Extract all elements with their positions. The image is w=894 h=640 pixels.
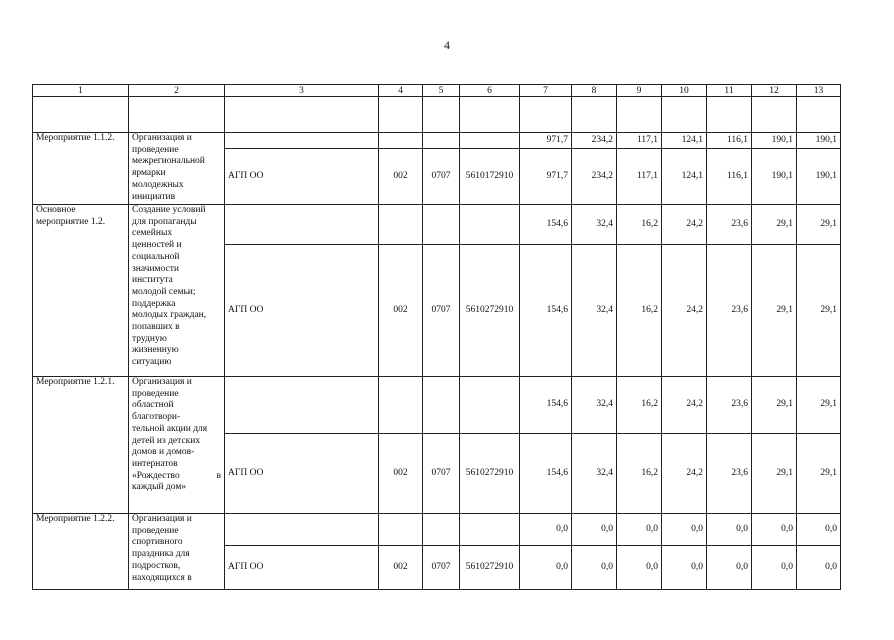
empty-cell bbox=[379, 205, 423, 245]
description-line: попавших в bbox=[132, 322, 180, 333]
empty-cell bbox=[379, 377, 423, 434]
description-line: молодых граждан, bbox=[132, 310, 207, 321]
empty-cell bbox=[752, 97, 797, 133]
empty-cell bbox=[423, 205, 460, 245]
description-line: молодежных bbox=[132, 179, 184, 190]
description-line: областной bbox=[132, 400, 174, 411]
description-line: детей из детских bbox=[132, 435, 201, 446]
description-line: трудную bbox=[132, 333, 167, 344]
description-line: для пропаганды bbox=[132, 216, 197, 227]
empty-cell bbox=[617, 97, 662, 133]
description-line: проведение bbox=[132, 144, 179, 155]
value-cell: 234,2 bbox=[572, 149, 617, 205]
value-cell: 971,7 bbox=[520, 149, 572, 205]
empty-cell bbox=[662, 97, 707, 133]
empty-cell bbox=[129, 97, 225, 133]
value-cell: 16,2 bbox=[617, 245, 662, 377]
description-line: Организация и bbox=[132, 377, 192, 387]
value-cell: 29,1 bbox=[797, 205, 841, 245]
item-cell: Мероприятие 1.2.2. bbox=[33, 514, 129, 590]
value-cell: 32,4 bbox=[572, 205, 617, 245]
value-cell: 32,4 bbox=[572, 434, 617, 514]
empty-cell bbox=[423, 514, 460, 546]
value-cell: 16,2 bbox=[617, 205, 662, 245]
empty-cell bbox=[423, 377, 460, 434]
org-cell: АГП ОО bbox=[225, 245, 379, 377]
value-cell: 154,6 bbox=[520, 245, 572, 377]
value-cell: 23,6 bbox=[707, 434, 752, 514]
table-row bbox=[33, 133, 841, 149]
description-cell bbox=[129, 514, 225, 590]
empty-cell bbox=[707, 97, 752, 133]
header-cell: 9 bbox=[617, 85, 662, 97]
value-cell: 0,0 bbox=[520, 514, 572, 546]
empty-cell bbox=[225, 205, 379, 245]
description-line: Создание условий bbox=[132, 205, 206, 215]
value-cell: 32,4 bbox=[572, 377, 617, 434]
value-cell: 116,1 bbox=[707, 133, 752, 149]
description-line: поддержка bbox=[132, 298, 176, 309]
description-cell bbox=[129, 133, 225, 205]
value-cell: 116,1 bbox=[707, 149, 752, 205]
empty-cell bbox=[225, 514, 379, 546]
description-line: «Рождество в bbox=[132, 470, 221, 481]
description-line: ярмарки bbox=[132, 168, 166, 179]
value-cell: 24,2 bbox=[662, 245, 707, 377]
description-line: интернатов bbox=[132, 458, 178, 469]
value-cell: 16,2 bbox=[617, 377, 662, 434]
description-line: социальной bbox=[132, 251, 180, 262]
value-cell: 0,0 bbox=[707, 546, 752, 590]
empty-cell bbox=[423, 133, 460, 149]
value-cell: 24,2 bbox=[662, 434, 707, 514]
header-cell: 2 bbox=[129, 85, 225, 97]
empty-cell bbox=[572, 97, 617, 133]
empty-cell bbox=[460, 514, 520, 546]
description-cell bbox=[129, 377, 225, 514]
item-cell: Мероприятие 1.1.2. bbox=[33, 133, 129, 205]
header-cell: 7 bbox=[520, 85, 572, 97]
code-cell: 5610172910 bbox=[460, 149, 520, 205]
header-cell: 11 bbox=[707, 85, 752, 97]
value-cell: 29,1 bbox=[797, 245, 841, 377]
header-cell: 1 bbox=[33, 85, 129, 97]
description-line: инициатив bbox=[132, 191, 176, 202]
description-line: межрегиональной bbox=[132, 156, 205, 167]
description-line: семейных bbox=[132, 228, 173, 239]
empty-cell bbox=[379, 133, 423, 149]
code-cell: 5610272910 bbox=[460, 245, 520, 377]
value-cell: 29,1 bbox=[752, 205, 797, 245]
empty-cell bbox=[379, 514, 423, 546]
value-cell: 0,0 bbox=[617, 546, 662, 590]
value-cell: 16,2 bbox=[617, 434, 662, 514]
description-line: каждый дом» bbox=[132, 482, 187, 493]
code-cell: 002 bbox=[379, 245, 423, 377]
empty-cell bbox=[460, 97, 520, 133]
header-cell: 13 bbox=[797, 85, 841, 97]
value-cell: 29,1 bbox=[797, 377, 841, 434]
value-cell: 0,0 bbox=[752, 514, 797, 546]
code-cell: 0707 bbox=[423, 245, 460, 377]
header-cell: 3 bbox=[225, 85, 379, 97]
code-cell: 002 bbox=[379, 546, 423, 590]
empty-cell bbox=[460, 205, 520, 245]
budget-table bbox=[32, 84, 841, 590]
page-number: 4 bbox=[444, 38, 450, 52]
value-cell: 190,1 bbox=[752, 133, 797, 149]
empty-cell bbox=[520, 97, 572, 133]
value-cell: 0,0 bbox=[752, 546, 797, 590]
header-cell: 10 bbox=[662, 85, 707, 97]
value-cell: 29,1 bbox=[752, 245, 797, 377]
description-line: проведение bbox=[132, 525, 179, 536]
empty-cell bbox=[225, 97, 379, 133]
empty-cell bbox=[423, 97, 460, 133]
description-cell bbox=[129, 205, 225, 377]
description-line: молодой семьи; bbox=[132, 286, 196, 297]
value-cell: 0,0 bbox=[662, 514, 707, 546]
empty-row bbox=[33, 97, 841, 133]
value-cell: 971,7 bbox=[520, 133, 572, 149]
value-cell: 23,6 bbox=[707, 245, 752, 377]
description-line: Организация и bbox=[132, 514, 192, 524]
item-cell: Мероприятие 1.2.1. bbox=[33, 377, 129, 514]
table-row bbox=[33, 514, 841, 546]
code-cell: 5610272910 bbox=[460, 546, 520, 590]
description-line: ситуацию bbox=[132, 357, 172, 368]
org-cell: АГП ОО bbox=[225, 546, 379, 590]
value-cell: 154,6 bbox=[520, 377, 572, 434]
value-cell: 117,1 bbox=[617, 133, 662, 149]
description-line: тельной акции для bbox=[132, 423, 208, 434]
value-cell: 0,0 bbox=[797, 546, 841, 590]
value-cell: 124,1 bbox=[662, 149, 707, 205]
header-cell: 12 bbox=[752, 85, 797, 97]
empty-cell bbox=[379, 97, 423, 133]
value-cell: 190,1 bbox=[797, 133, 841, 149]
value-cell: 0,0 bbox=[662, 546, 707, 590]
empty-cell bbox=[460, 377, 520, 434]
description-line: проведение bbox=[132, 388, 179, 399]
value-cell: 124,1 bbox=[662, 133, 707, 149]
empty-cell bbox=[225, 133, 379, 149]
value-cell: 154,6 bbox=[520, 434, 572, 514]
item-cell: Основное мероприятие 1.2. bbox=[33, 205, 129, 377]
code-cell: 002 bbox=[379, 434, 423, 514]
description-line: института bbox=[132, 275, 173, 286]
value-cell: 0,0 bbox=[572, 514, 617, 546]
value-cell: 0,0 bbox=[572, 546, 617, 590]
header-cell: 6 bbox=[460, 85, 520, 97]
value-cell: 29,1 bbox=[752, 377, 797, 434]
value-cell: 117,1 bbox=[617, 149, 662, 205]
table-row bbox=[33, 377, 841, 434]
value-cell: 190,1 bbox=[752, 149, 797, 205]
org-cell: АГП ОО bbox=[225, 149, 379, 205]
header-cell: 8 bbox=[572, 85, 617, 97]
value-cell: 23,6 bbox=[707, 377, 752, 434]
empty-cell bbox=[33, 97, 129, 133]
value-cell: 0,0 bbox=[797, 514, 841, 546]
org-cell: АГП ОО bbox=[225, 434, 379, 514]
value-cell: 234,2 bbox=[572, 133, 617, 149]
code-cell: 5610272910 bbox=[460, 434, 520, 514]
empty-cell bbox=[225, 377, 379, 434]
value-cell: 190,1 bbox=[797, 149, 841, 205]
description-line: спортивного bbox=[132, 537, 183, 548]
value-cell: 29,1 bbox=[752, 434, 797, 514]
description-line: жизненную bbox=[132, 345, 179, 356]
description-line: праздника для bbox=[132, 549, 190, 560]
code-cell: 002 bbox=[379, 149, 423, 205]
description-line: значимости bbox=[132, 263, 179, 274]
empty-cell bbox=[797, 97, 841, 133]
code-cell: 0707 bbox=[423, 149, 460, 205]
value-cell: 0,0 bbox=[617, 514, 662, 546]
value-cell: 32,4 bbox=[572, 245, 617, 377]
value-cell: 24,2 bbox=[662, 377, 707, 434]
header-cell: 4 bbox=[379, 85, 423, 97]
code-cell: 0707 bbox=[423, 434, 460, 514]
header-cell: 5 bbox=[423, 85, 460, 97]
value-cell: 23,6 bbox=[707, 205, 752, 245]
value-cell: 24,2 bbox=[662, 205, 707, 245]
description-line: Организация и bbox=[132, 133, 192, 143]
value-cell: 0,0 bbox=[520, 546, 572, 590]
empty-cell bbox=[460, 133, 520, 149]
value-cell: 29,1 bbox=[797, 434, 841, 514]
description-line: домов и домов- bbox=[132, 447, 195, 458]
description-line: подростков, bbox=[132, 560, 181, 571]
header-row bbox=[33, 85, 841, 97]
description-line: ценностей и bbox=[132, 240, 182, 251]
value-cell: 0,0 bbox=[707, 514, 752, 546]
description-line: находящихся в bbox=[132, 572, 192, 583]
description-line: благотвори- bbox=[132, 412, 181, 423]
table-row bbox=[33, 205, 841, 245]
value-cell: 154,6 bbox=[520, 205, 572, 245]
code-cell: 0707 bbox=[423, 546, 460, 590]
